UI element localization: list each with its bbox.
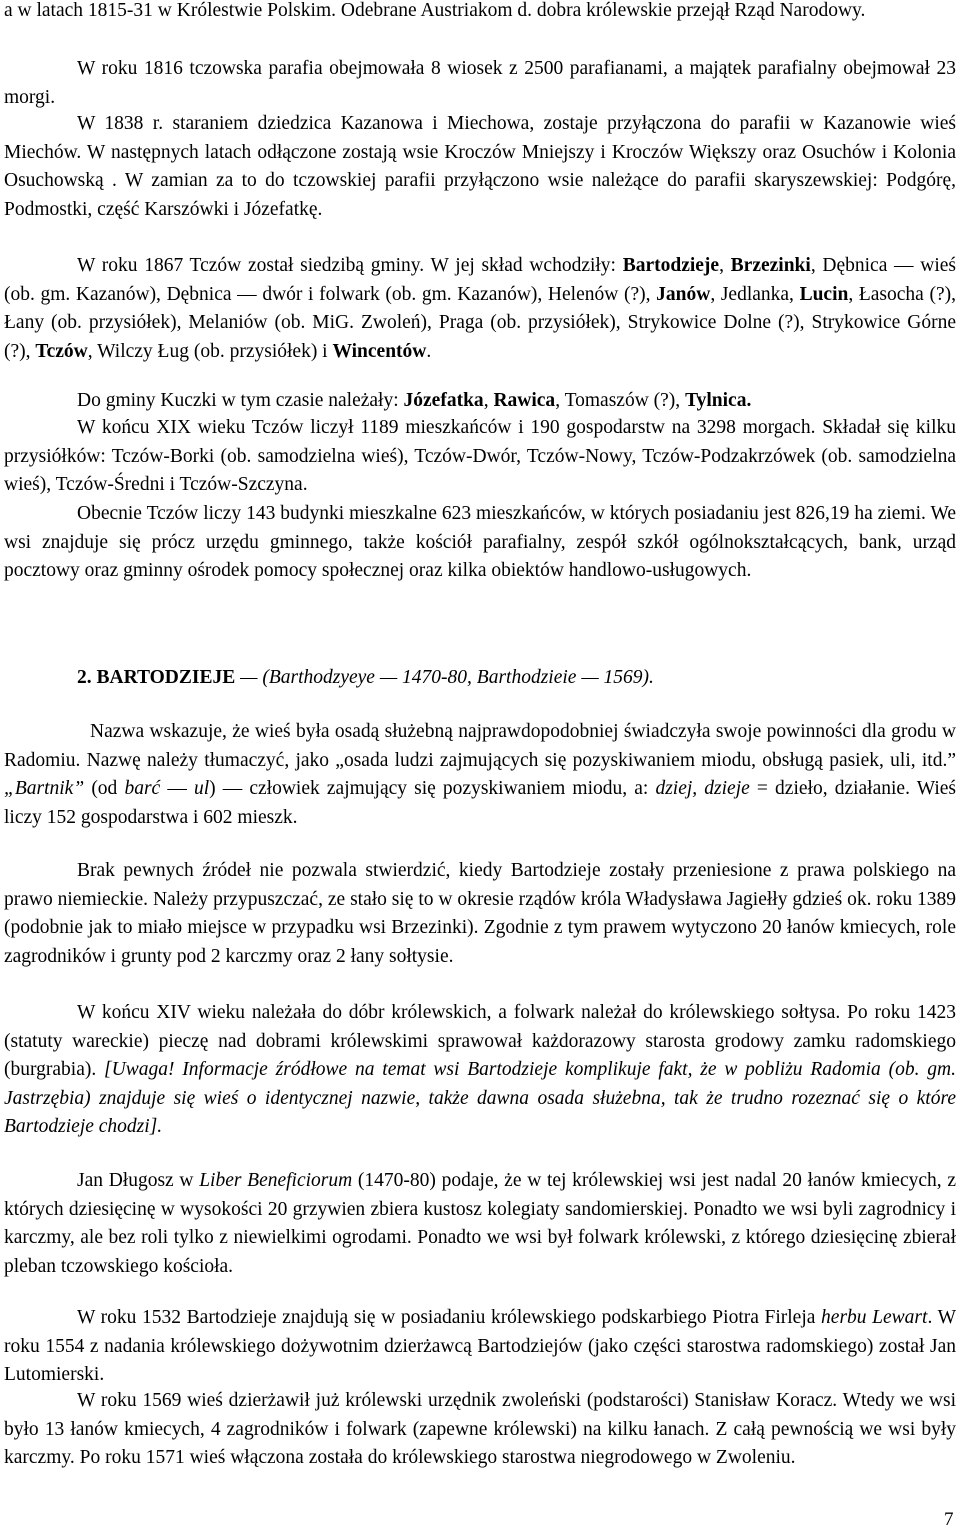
paragraph-xiv-wiek [4,999,956,1142]
text-run: , Wilczy Ług (ob. przysiółek) i [87,340,333,362]
section-detail: — (Barthodzyeye — 1470-80, Barthodzieie — 1569). [240,667,654,688]
text-run: W końcu XIX wieku Tczów liczył 1189 mieszkańców i 190 gospodarstw na 3298 morgach. Składał się kilku przysiółków: Tczów-Borki (ob. samodzielna wieś), Tczów-Dwór, Tczów-Nowy, Tczów-Podzakrzówek (ob. samodzielna wieś), Tczów-Średni i Tczów-Szczyna. [4,417,956,496]
section-title: BARTODZIEJE [96,667,236,688]
text-run: , Tomaszów (?), [555,390,686,411]
italic-text: [Uwaga! Informacje źródłowe na temat wsi Bartodzieje komplikuje fakt, że w pobliżu Radomia (ob. gm. Jastrzębia) znajduje się wieś o identycznej nazwie, także dawna osada służebna, tak że trudno rozeznać się o które Bartodzieje chodzi]. [4,1059,956,1138]
text-run: (od [84,778,125,800]
italic-text: herbu Lewart [821,1307,928,1328]
text-run: (1470-80) podaje, że w tej królewskiej wsi jest nadal 20 łanów kmiecych, z których dziesięcinę w wysokości 20 grzywien zbiera kustosz kolegiaty sandomierskiej. Ponadto we wsi byli zagrodnicy i karczmy, ale bez roli tylko z niewielkimi ogrodami. Ponadto we wsi był folwark królewski, z którego dziesięcinę zbierał pleban tczowskiego kościoła. [4,1170,956,1277]
text-run: — [160,778,194,800]
text-run: W roku 1532 Bartodzieje znajdują się w posiadaniu królewskiego podskarbiego Piotra Firleja [77,1307,822,1328]
bold-text: Lucin [799,283,849,305]
paragraph-kuczki [4,387,956,416]
text-run: Brak pewnych źródeł nie pozwala stwierdzić, kiedy Bartodzieje zostały przeniesione z prawa polskiego na prawo niemieckie. Należy przypuszczać, ze stało się to w okresie rządów króla Władysława Jagiełły gdzieś ok. roku 1389 (podobnie jak to miało miejsce w przypadku wsi Brzezinki). Zgodnie z tym prawem wytyczono 20 łanów kmiecych, role zagrodników i grunty pod 2 karczmy oraz 2 łany sołtysie. [4,860,956,967]
bold-text: Tczów [35,340,88,362]
text-run: Obecnie Tczów liczy 143 budynki mieszkalne 623 mieszkańców, w których posiadaniu jest 826,19 ha ziemi. We wsi znajduje się prócz urzędu gminnego, także kościół parafialny, zespół szkół ogólnokształcących, bank, urząd pocztowy oraz gminny ośrodek pomocy społecznej oraz kilka obiektów handlowo-usługowych. [4,503,956,582]
text-run: , [483,390,494,411]
paragraph-1569 [4,1387,956,1473]
paragraph-obecnie [4,500,956,586]
page-number: 7 [944,1509,954,1530]
paragraph-intro [4,0,956,26]
text-run: W roku 1816 tczowska parafia obejmowała 8 wiosek z 2500 parafianami, a majątek parafialny obejmował 23 morgi. [4,58,956,108]
bold-text: Bartodzieje [622,255,720,276]
bold-text: Janów [656,283,711,305]
section-heading [77,664,654,693]
italic-text: „Bartnik” [4,778,85,800]
text-run: W 1838 r. staraniem dziedzica Kazanowa i Miechowa, zostaje przyłączona do parafii w Kazanowie wieś Miechów. W następnych latach odłączone zostają wsie Kroczów Mniejszy i Kroczów Większy oraz Osuchów i Kolonia Osuchowską . W zamian za to do tczowskiej parafii przyłączono wsie należące do parafii skaryszewskiej: Podgórę, Podmostki, część Karszówki i Józefatkę. [4,113,956,220]
paragraph-dlugosz [4,1167,956,1281]
bold-text: Brzezinki [730,255,811,276]
paragraph-1816 [4,55,956,112]
text-run: Nazwa wskazuje, że wieś była osadą służebną najprawdopodobniej świadczyła swoje powinności dla grodu w Radomiu. Nazwę należy tłumaczyć, jako „osada ludzi zajmujących się pozyskiwaniem miodu, obsługą pasiek, uli, itd.” [4,721,956,771]
text-run: Do gminy Kuczki w tym czasie należały: [77,390,404,411]
text-run: a w latach 1815-31 w Królestwie Polskim. Odebrane Austriakom d. dobra królewskie przejął Rząd Narodowy. [4,0,866,21]
text-run: , Łasocha (?), Łany (ob. przysiółek), Melaniów (ob. MiG. Zwoleń), Praga (ob. przysiółek), Strykowice Dolne (?), Strykowice Górne (?), [4,283,956,362]
text-run: , [719,255,731,276]
text-run: W końcu XIV wieku należała do dóbr królewskich, a folwark należał do królewskiego sołtysa. Po roku 1423 (statuty wareckie) pieczę nad dobrami królewskimi sprawował każdorazowy starosta grodowy zamku radomskiego (burgrabia). [4,1002,956,1081]
paragraph-xix-wiek [4,414,956,500]
paragraph-1532 [4,1304,956,1390]
bold-text: Józefatka [403,390,484,411]
bold-text: Rawica [493,390,556,411]
paragraph-nazwa [4,718,956,832]
italic-text: ul [193,778,210,800]
text-run: W roku 1569 wieś dzierżawił już królewski urzędnik zwoleński (podstarości) Stanisław Koracz. Wtedy we wsi było 13 łanów kmiecych, 4 zagrodników i folwark (zapewne królewski) na kilku łanach. Z całą pewnością we wsi były karczmy. Po roku 1571 wieś włączona została do królewskiego starostwa niegrodowego w Zwoleniu. [4,1390,956,1469]
text-run: . [426,340,432,362]
text-run: W roku 1867 Tczów został siedzibą gminy. W jej skład wchodziły: [77,255,623,276]
italic-text: barć [124,778,161,800]
paragraph-gmina-1867 [4,252,956,366]
section-number: 2. [77,667,92,688]
text-run: Jan Długosz w [77,1170,200,1191]
text-run: . W roku 1554 z nadania królewskiego dożywotnim dzierżawcą Bartodziejów (jako części starostwa radomskiego) został Jan Lutomierski. [4,1307,956,1386]
text-run: = dzieło, działanie. Wieś liczy 152 gospodarstwa i 602 mieszk. [4,778,957,828]
text-run: , Dębnica — wieś (ob. gm. Kazanów), Dębnica — dwór i folwark (ob. gm. Kazanów), Helenów (?), [4,255,957,305]
bold-text: Tylnica. [685,390,752,411]
text-run: , Jedlanka, [710,283,800,305]
paragraph-1838 [4,110,956,224]
italic-text: dziej, dzieje [655,778,750,800]
paragraph-brak-zrodel [4,857,956,971]
italic-text: Liber Beneficiorum [199,1170,353,1191]
text-run: ) — człowiek zajmujący się pozyskiwaniem miodu, a: [209,778,656,800]
bold-text: Wincentów [332,340,427,362]
